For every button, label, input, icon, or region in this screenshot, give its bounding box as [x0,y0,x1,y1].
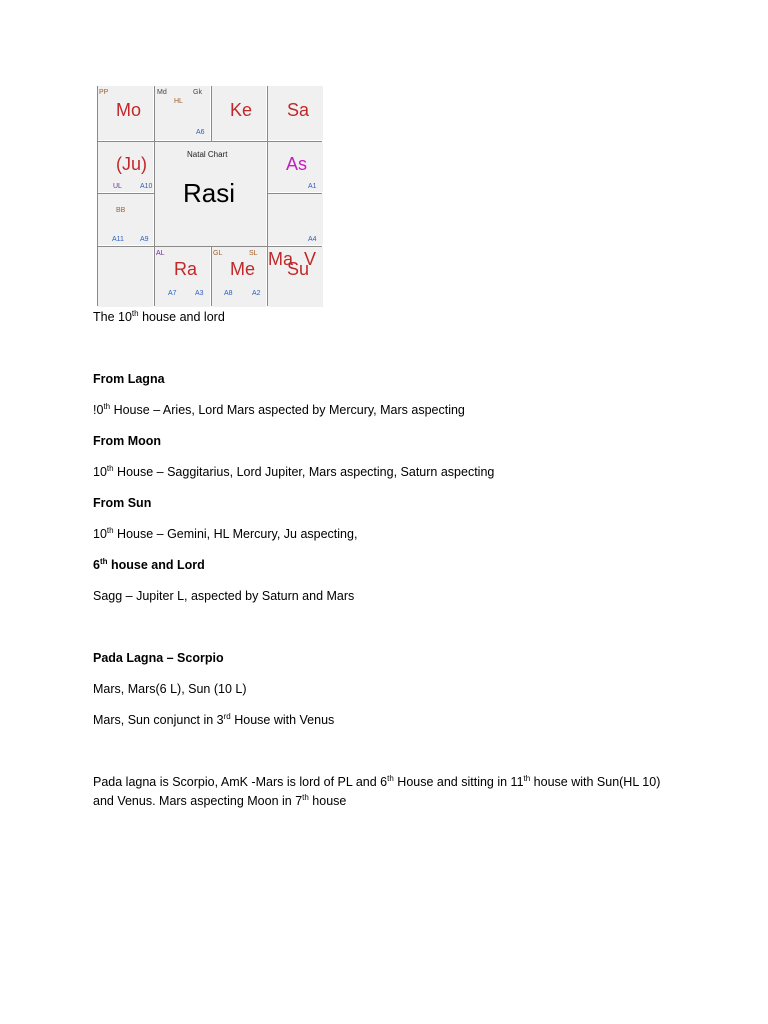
grid-line [267,193,322,194]
heading-pada-lagna: Pada Lagna – Scorpio [93,651,224,665]
cell-tag: PP [99,89,109,96]
heading-from-sun: From Sun [93,496,152,510]
cell-tag: Gk [193,89,202,96]
cell-tag: AL [156,250,165,257]
grid-line [97,246,322,247]
cell-sub: A8 [224,290,233,297]
pada-lagna-planets: Mars, Mars(6 L), Sun (10 L) [93,682,247,696]
cell-sub: A7 [168,290,177,297]
grid-line [154,86,155,306]
grid-line [97,86,98,306]
planet-ma: Ma [268,249,294,269]
chart-subtitle: Natal Chart [187,150,228,159]
planet-sa: Sa [287,100,310,120]
planet-ke: Ke [230,100,253,120]
cell-tag: A4 [308,236,317,243]
cell-tag: A9 [140,236,149,243]
sun-detail: 10th House – Gemini, HL Mercury, Ju aspecting, [93,525,358,541]
grid-line [97,193,154,194]
cell-tag: SL [249,250,258,257]
planet-mo: Mo [116,100,142,120]
grid-line [211,246,212,306]
cell-tag: A11 [112,236,124,243]
heading-6th-house: 6th house and Lord [93,556,205,572]
planet-ve: V [304,249,317,269]
planet-ra: Ra [174,259,198,279]
sixth-house-detail: Sagg – Jupiter L, aspected by Saturn and Mars [93,589,355,603]
cell-tag: GL [213,250,223,257]
cell-sub: A6 [196,129,205,136]
cell-sub: A2 [252,290,261,297]
lagna-detail: !0th House – Aries, Lord Mars aspected by Mercury, Mars aspecting [93,401,465,417]
planet-su: Su [287,259,310,279]
cell-bg [98,247,153,307]
cell-tag: Md [157,89,167,96]
summary-line-1: Pada lagna is Scorpio, AmK -Mars is lord of PL and 6th House and sitting in 11th house with Sun(HL 10) [93,773,661,789]
heading-from-lagna: From Lagna [93,372,165,386]
rasi-chart [94,86,315,295]
chart-title: Rasi [183,178,236,208]
planet-ju: (Ju) [116,154,147,174]
pada-lagna-conjunction: Mars, Sun conjunct in 3rd House with Venus [93,711,335,727]
ascendant: As [286,154,308,174]
moon-detail: 10th House – Saggitarius, Lord Jupiter, Mars aspecting, Saturn aspecting [93,463,495,479]
heading-from-moon: From Moon [93,434,162,448]
summary-line-2: and Venus. Mars aspecting Moon in 7th house [93,792,347,808]
cell-tag: A10 [140,183,153,190]
cell-tag: UL [113,183,122,190]
cell-sub: A3 [195,290,204,297]
cell-tag: HL [174,98,183,105]
planet-me: Me [230,259,256,279]
cell-tag: A1 [308,183,317,190]
cell-tag: BB [116,207,126,214]
chart-grid [94,86,374,346]
heading-10th-house: The 10th house and lord [93,308,225,324]
grid-line [211,86,212,141]
grid-line [97,141,322,142]
grid-line [267,86,268,306]
